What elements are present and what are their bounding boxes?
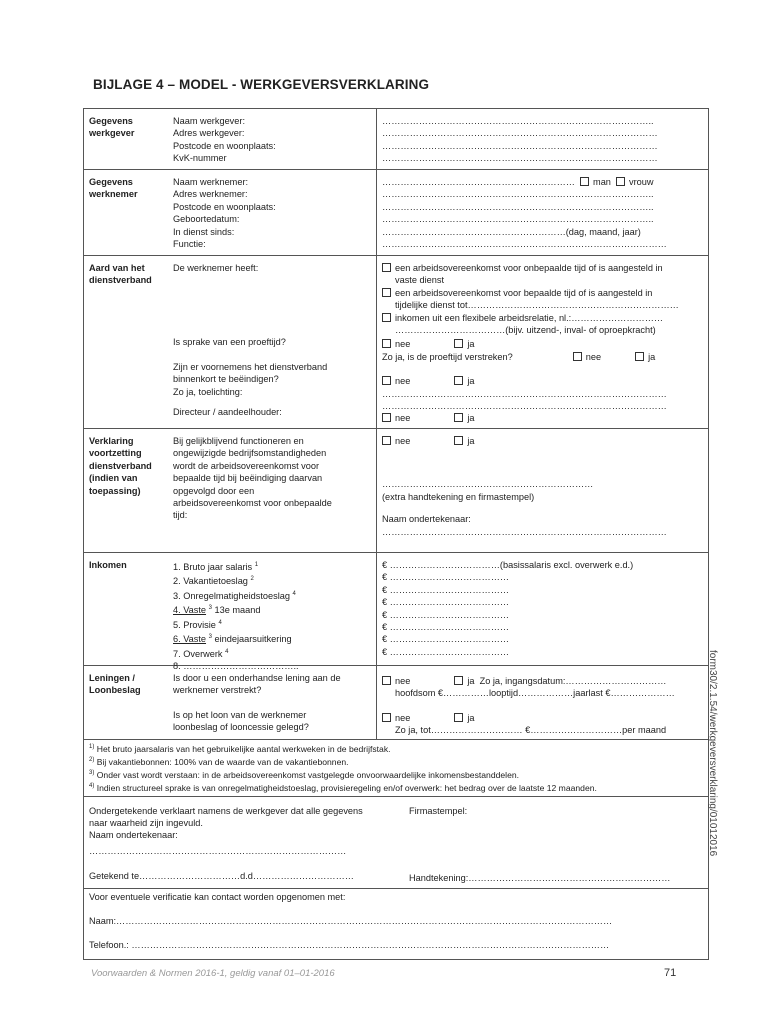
- field-label: Naam ondertekenaar:: [382, 514, 471, 525]
- dga-ja-checkbox[interactable]: [454, 413, 463, 422]
- income-item: 7. Overwerk $^4$: [173, 648, 229, 659]
- flexibel-checkbox[interactable]: [382, 313, 391, 322]
- getekend-input[interactable]: Getekend te……………………………d.d……………………………: [89, 871, 354, 882]
- employer-statement-form: [83, 108, 709, 960]
- ja-label: ja: [467, 339, 475, 350]
- amount-input[interactable]: € …………………………………: [382, 572, 510, 583]
- input-line[interactable]: ……………………………………………………………………………..: [382, 214, 654, 225]
- voortzetting-nee-checkbox[interactable]: [382, 436, 391, 445]
- section-werkgever: [84, 109, 708, 170]
- field-label: Naam werkgever:: [173, 116, 245, 126]
- beslag-nee-checkbox[interactable]: [382, 713, 391, 722]
- input-line[interactable]: …………………………………………………………………………………: [382, 401, 667, 412]
- field-label: Geboortedatum:: [173, 214, 240, 225]
- man-checkbox[interactable]: [580, 177, 589, 186]
- declaration-text: naar waarheid zijn ingevuld.: [89, 818, 203, 829]
- amount-input[interactable]: € …………………………………: [382, 646, 510, 657]
- signature-caption: (extra handtekening en firmastempel): [382, 491, 535, 502]
- statement-text: ongewijzigde bedrijfsomstandigheden: [173, 448, 327, 459]
- ja-label: ja: [648, 351, 656, 362]
- nee-label: nee: [585, 351, 602, 362]
- option-label: een arbeidsovereenkomst voor onbepaalde tijd of is aangesteld in: [395, 263, 663, 273]
- question-label: Is sprake van een proeftijd?: [173, 337, 286, 348]
- form-code: form30/2.1.54/werkgeversverklaring/01012016: [707, 650, 718, 857]
- question-label: Is door u een onderhandse lening aan de: [173, 673, 341, 683]
- amount-input[interactable]: € …………………………………: [382, 634, 510, 645]
- voortzetting-ja-checkbox[interactable]: [454, 436, 463, 445]
- section-dienstverband: [84, 256, 708, 429]
- dga-nee-checkbox[interactable]: [382, 413, 391, 422]
- beeindigen-ja-checkbox[interactable]: [454, 376, 463, 385]
- lening-ja-checkbox[interactable]: [454, 676, 463, 685]
- input-line[interactable]: ……………………………………………………(dag, maand, jaar): [382, 226, 641, 237]
- income-item: 8. ………………………………..: [173, 661, 299, 672]
- statement-text: opgevolgd door een: [173, 485, 255, 496]
- verification-section: [84, 889, 708, 959]
- input-line[interactable]: …………………………………………………………………………………: [382, 239, 667, 250]
- field-label: Adres werkgever:: [173, 128, 245, 139]
- field-label: Functie:: [173, 239, 206, 250]
- signature-line[interactable]: ……………………………………………………………: [382, 479, 594, 490]
- option-label: tijdelijke dienst tot……………………………………………………………: [395, 300, 679, 311]
- field-label: Postcode en woonplaats:: [173, 201, 276, 212]
- income-item: 1. Bruto jaar salaris $^1$: [173, 562, 259, 573]
- question-label: loonbeslag of looncessie gelegd?: [173, 722, 309, 733]
- nee-label: nee: [395, 436, 411, 446]
- handtekening-input[interactable]: Handtekening:…………………………………………………………: [409, 873, 671, 884]
- field-label: In dienst sinds:: [173, 226, 235, 237]
- option-label: inkomen uit een flexibele arbeidsrelatie, nl.:…………………………: [395, 312, 664, 323]
- naam-input[interactable]: Naam:………………………………………………………………………………………………………………………………………………: [89, 916, 613, 927]
- section-label: Verklaring: [89, 436, 134, 446]
- question-label: werknemer verstrekt?: [173, 685, 262, 696]
- section-werknemer: [84, 170, 708, 256]
- input-line[interactable]: ………………………………………………………………………………: [382, 128, 658, 139]
- nee-label: nee: [395, 376, 411, 387]
- question-label: binnenkort te beëindigen?: [173, 374, 279, 385]
- statement-text: tijd:: [173, 510, 188, 521]
- section-label: Inkomen: [89, 560, 127, 570]
- option-label: een arbeidsovereenkomst voor bepaalde tijd of is aangesteld in: [395, 287, 653, 298]
- firmastempel-label: Firmastempel:: [409, 806, 468, 817]
- section-voortzetting: [84, 429, 708, 553]
- page-title: BIJLAGE 4 – MODEL - WERKGEVERSVERKLARING: [93, 77, 430, 92]
- ja-label: ja: [467, 712, 475, 723]
- nee-label: nee: [395, 676, 411, 686]
- input-line[interactable]: ……………………………………………………………………………..: [382, 189, 654, 200]
- question-label: De werknemer heeft:: [173, 263, 259, 273]
- footnotes: [84, 740, 708, 797]
- section-label: Aard van het dienstverband: [89, 263, 152, 286]
- section-label: Gegevens werknemer: [89, 177, 138, 200]
- amount-input[interactable]: € …………………………………: [382, 584, 510, 595]
- income-item: 5. Provisie $^4$: [173, 619, 222, 630]
- income-item: 4. Vaste $^3$ 13e maand: [173, 605, 261, 616]
- input-line[interactable]: …………………………………………………………………………: [89, 846, 347, 857]
- input-line[interactable]: hoofdsom €……………looptijd………………jaarlast €…………………: [395, 688, 675, 699]
- ja-label: ja: [467, 436, 475, 446]
- proeftijd-nee-checkbox[interactable]: [382, 339, 391, 348]
- nee-label: nee: [395, 339, 411, 350]
- ja-label: ja: [467, 676, 475, 686]
- field-label: Postcode en woonplaats:: [173, 140, 276, 151]
- input-line[interactable]: ………………………………………………………………………………: [382, 140, 658, 151]
- signature-section: [84, 797, 708, 889]
- footnote: $^{2)}$ Bij vakantiebonnen: 100% van de waarde van de vakantiebonnen.: [89, 756, 349, 767]
- proeftijd-ja-checkbox[interactable]: [454, 339, 463, 348]
- input-line[interactable]: ……………………………………………………………………………..: [382, 116, 654, 126]
- input-line[interactable]: Zo ja, ingangsdatum:……………………………: [479, 676, 667, 686]
- input-line[interactable]: ……………………………………………………………………………..: [382, 201, 654, 212]
- income-item: 3. Onregelmatigheidstoeslag $^4$: [173, 590, 296, 601]
- ja-label: ja: [467, 376, 475, 387]
- amount-input[interactable]: € …………………………………: [382, 609, 510, 620]
- input-line[interactable]: ………………………………………………………: [382, 177, 575, 187]
- income-item: 2. Vakantietoeslag $^2$: [173, 576, 254, 587]
- section-label: toepassing): [89, 485, 141, 496]
- beeindigen-nee-checkbox[interactable]: [382, 376, 391, 385]
- amount-input[interactable]: € …………………………………: [382, 597, 510, 608]
- amount-input[interactable]: € …………………………………: [382, 622, 510, 633]
- section-label: Leningen / Loonbeslag: [89, 673, 141, 696]
- beslag-ja-checkbox[interactable]: [454, 713, 463, 722]
- question-label: Zo ja, toelichting:: [173, 386, 243, 397]
- onbepaalde-tijd-checkbox[interactable]: [382, 263, 391, 272]
- question-label: Directeur / aandeelhouder:: [173, 407, 282, 418]
- declaration-text: Ondergetekende verklaart namens de werkgever dat alle gegevens: [89, 806, 363, 817]
- statement-text: arbeidsovereenkomst voor onbepaalde: [173, 498, 332, 509]
- ja-label: ja: [467, 413, 475, 424]
- nee-label: nee: [395, 413, 411, 424]
- statement-text: wordt de arbeidsovereenkomst voor: [173, 460, 320, 471]
- input-line[interactable]: Zo ja, tot………………………… €…………………………per maand: [395, 725, 667, 736]
- footer-text: Voorwaarden & Normen 2016-1, geldig vanaf 01–01-2016: [91, 968, 335, 979]
- statement-text: bepaalde tijd bij beëindiging daarvan: [173, 473, 323, 484]
- option-label: ………………………………(bijv. uitzend-, inval- of oproepkracht): [395, 325, 656, 336]
- lening-nee-checkbox[interactable]: [382, 676, 391, 685]
- footnote: $^{4)}$ Indien structureel sprake is van onregelmatigheidstoeslag, provisieregeling en/of overwerk: het bedrag over de laatste 12 maanden.: [89, 782, 597, 793]
- verstreken-ja-checkbox[interactable]: [635, 352, 644, 361]
- section-label: (indien van: [89, 473, 138, 484]
- section-inkomen: [84, 553, 708, 672]
- nee-label: nee: [395, 712, 411, 723]
- option-label: vaste dienst: [395, 275, 445, 286]
- vrouw-checkbox[interactable]: [616, 177, 625, 186]
- man-label: man: [593, 177, 611, 187]
- income-item: 6. Vaste $^3$ eindejaarsuitkering: [173, 634, 292, 645]
- footnote: $^{1)}$ Het bruto jaarsalaris van het gebruikelijke aantal werkweken in de bedrijfstak.: [89, 743, 391, 754]
- input-line[interactable]: ………………………………………………………………………………: [382, 153, 658, 164]
- question-label: Zo ja, is de proeftijd verstreken?: [382, 351, 513, 362]
- field-label: Naam ondertekenaar:: [89, 830, 178, 841]
- verification-intro: Voor eventuele verificatie kan contact worden opgenomen met:: [89, 892, 346, 903]
- field-label: KvK-nummer: [173, 153, 227, 164]
- field-label: Adres werknemer:: [173, 189, 248, 200]
- verstreken-nee-checkbox[interactable]: [573, 352, 582, 361]
- section-label: Gegevens werkgever: [89, 116, 135, 139]
- page-number: 71: [664, 967, 677, 979]
- section-leningen: [84, 666, 708, 740]
- question-label: Zijn er voornemens het dienstverband: [173, 361, 328, 372]
- amount-input[interactable]: € ………………………………(basissalaris excl. overwerk e.d.): [382, 560, 634, 570]
- statement-text: Bij gelijkblijvend functioneren en: [173, 436, 304, 446]
- section-label: voortzetting: [89, 448, 142, 459]
- input-line[interactable]: …………………………………………………………………………………: [382, 526, 667, 537]
- section-label: dienstverband: [89, 460, 152, 471]
- input-line[interactable]: …………………………………………………………………………………: [382, 388, 667, 399]
- question-label: Is op het loon van de werknemer: [173, 709, 307, 720]
- footnote: $^{3)}$ Onder vast wordt verstaan: in de arbeidsovereenkomst vastgelegde onvoorwaardelijke inkomensbestanddelen.: [89, 769, 520, 780]
- telefoon-input[interactable]: Telefoon.: …………………………………………………………………………………………………………………………………………: [89, 940, 610, 951]
- bepaalde-tijd-checkbox[interactable]: [382, 288, 391, 297]
- field-label: Naam werknemer:: [173, 177, 249, 187]
- vrouw-label: vrouw: [629, 177, 654, 187]
